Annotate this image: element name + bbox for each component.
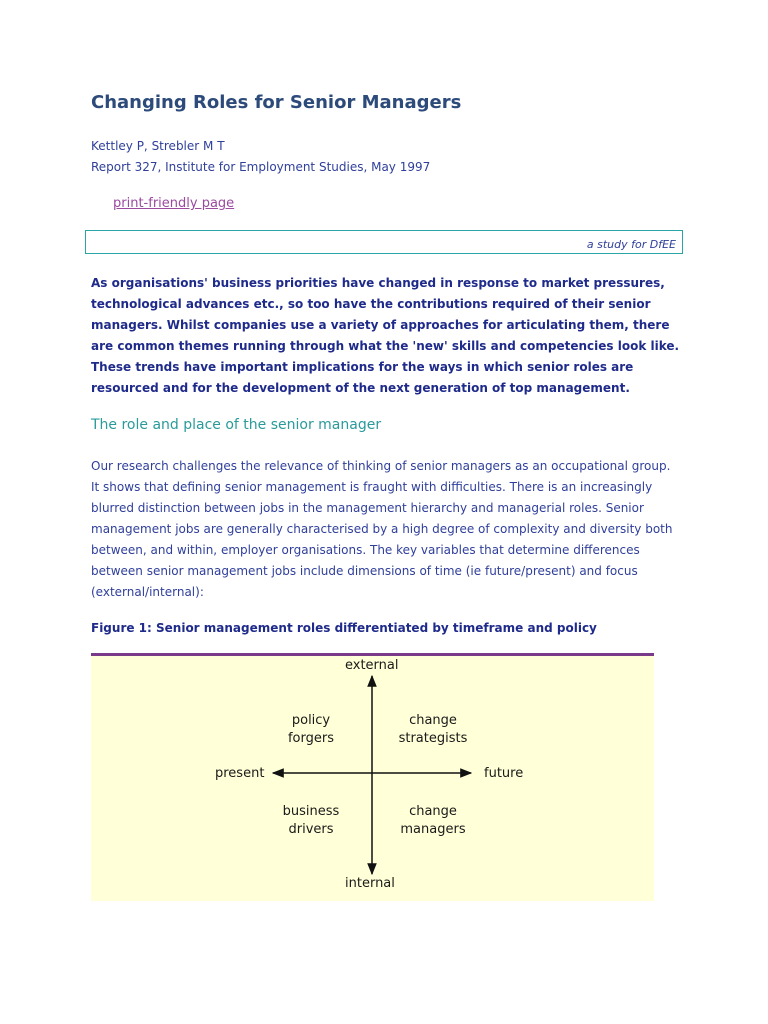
- axis-label-external: external: [345, 658, 399, 673]
- quadrant-policy-forgers: policy forgers: [287, 713, 334, 746]
- axis-label-internal: internal: [345, 876, 395, 891]
- axis-label-future: future: [484, 766, 524, 781]
- quadrant-change-strategists: change strategists: [398, 713, 468, 746]
- body-paragraph: Our research challenges the relevance of thinking of senior managers as an occupational group. It shows that defining senior management is fraught with difficulties. There is an increasingly blurred distinction between jobs in the management hierarchy and managerial roles. Senior management jobs are generally characterised by a high degree of complexity and diversity both between, and within, employer organisations. The key variables that determine differences between senior management jobs include dimensions of time (ie future/present) and focus (external/internal):: [91, 459, 673, 599]
- report-citation: Report 327, Institute for Employment Studies, May 1997: [91, 160, 431, 174]
- quadrant-change-managers: change managers: [400, 804, 466, 837]
- quadrant-business-drivers: business drivers: [282, 804, 340, 837]
- page-title: Changing Roles for Senior Managers: [91, 92, 462, 113]
- authors: Kettley P, Strebler M T: [91, 139, 225, 153]
- figure-caption: Figure 1: Senior management roles differentiated by timeframe and policy: [91, 621, 597, 635]
- study-banner: [85, 230, 683, 254]
- study-note: a study for DfEE: [586, 238, 676, 251]
- print-friendly-link[interactable]: print-friendly page: [113, 196, 235, 211]
- intro-paragraph: As organisations' business priorities have changed in response to market pressures, technological advances etc., so too have the contributions required of their senior managers. Whilst companies use a variety of approaches for articulating them, there are common themes running through what the 'new' skills and competencies look like. These trends have important implications for the ways in which senior roles are resourced and for the development of the next generation of top management.: [91, 276, 680, 395]
- axis-label-present: present: [215, 766, 265, 781]
- figure-diagram: [91, 653, 654, 901]
- section-heading: The role and place of the senior manager: [91, 417, 382, 433]
- axes-graphic: [91, 656, 654, 901]
